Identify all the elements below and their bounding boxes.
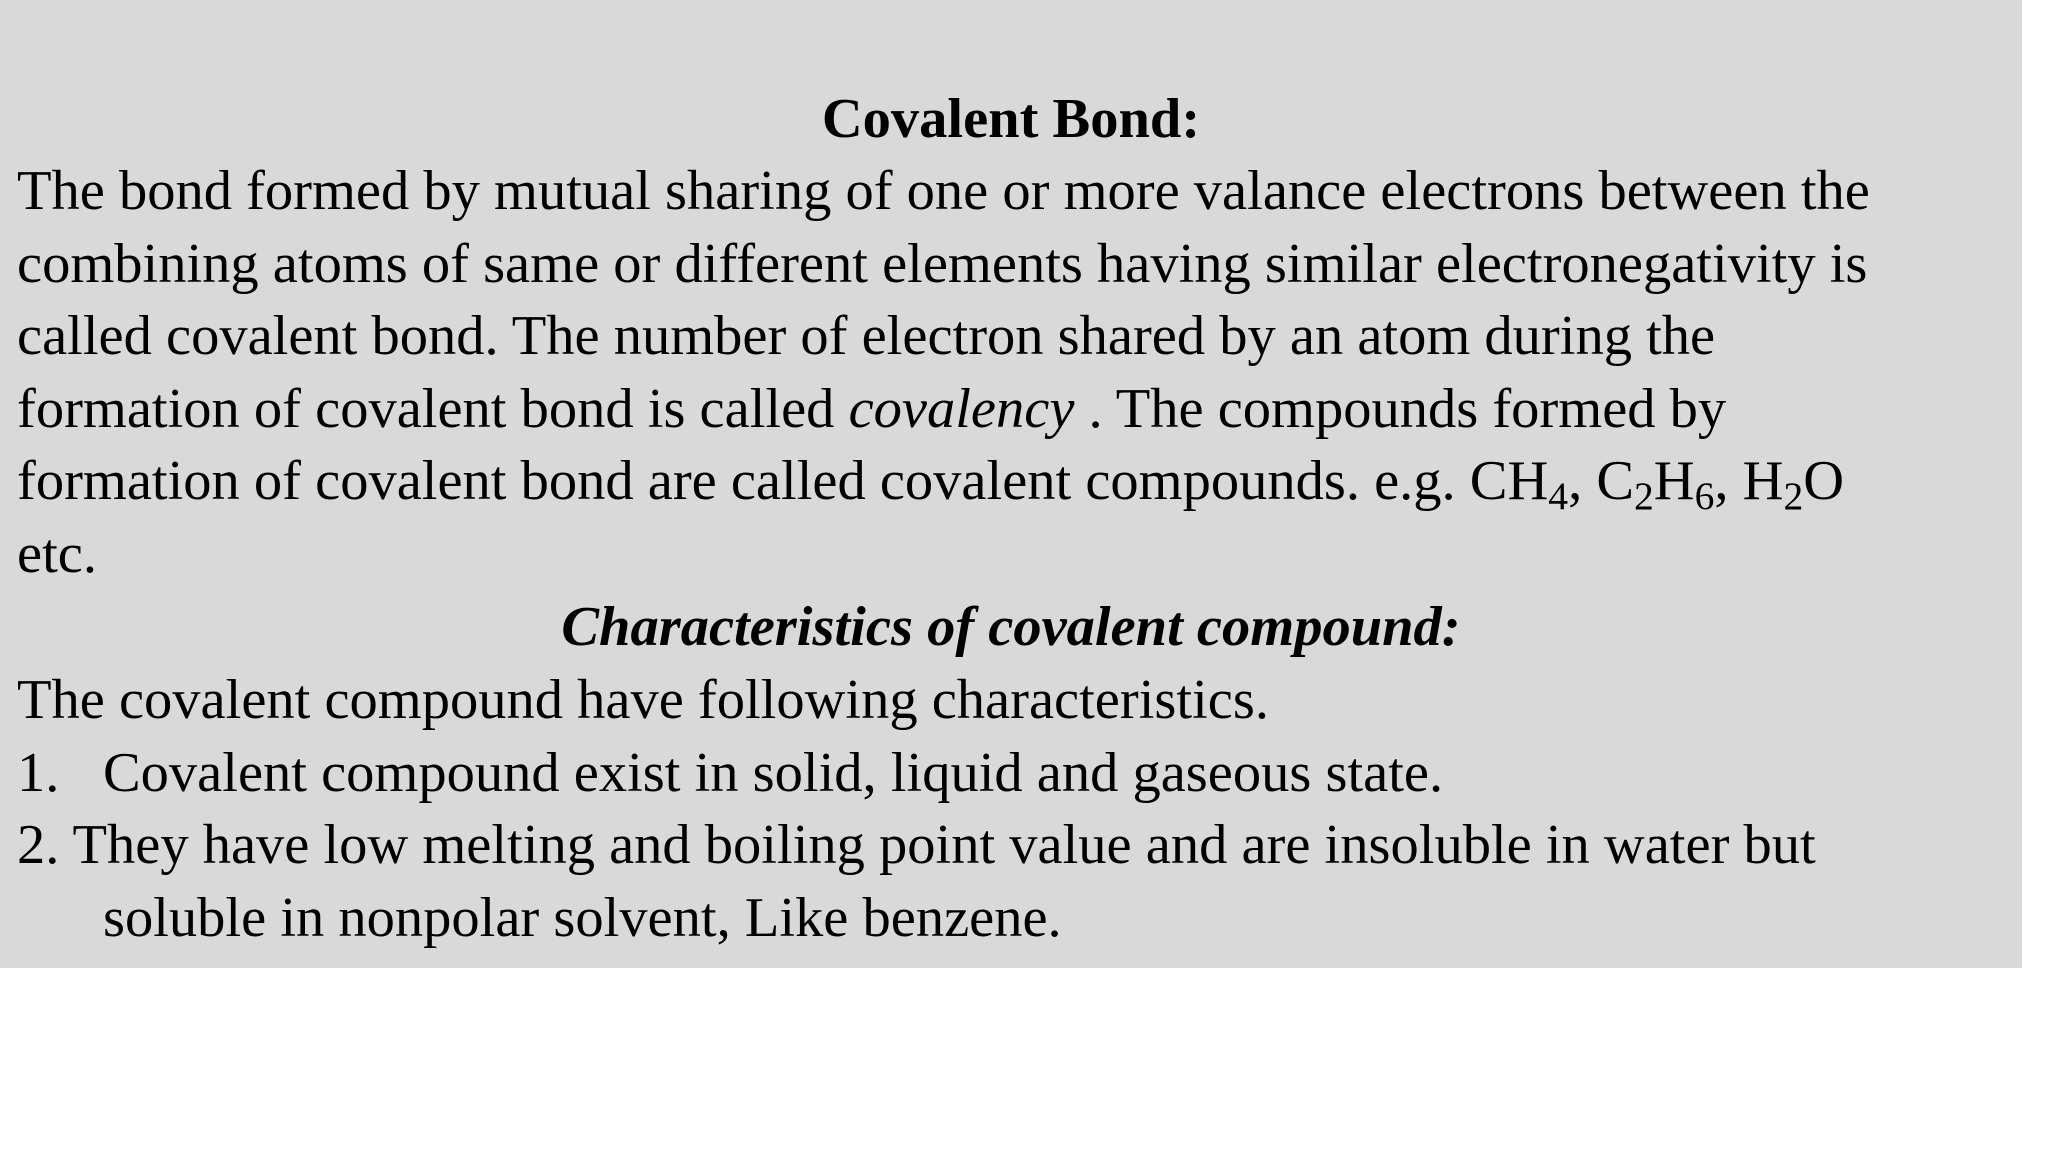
- list-item-text: They have low melting and boiling point value and are insoluble in water but: [59, 814, 1816, 876]
- definition-text: . The compounds formed by: [1074, 377, 1727, 440]
- definition-line: combining atoms of same or different elements having similar electronegativity is: [17, 232, 1868, 295]
- definition-line: The bond formed by mutual sharing of one or more valance electrons between the: [17, 160, 1870, 222]
- definition-line: called covalent bond. The number of electron shared by an atom during the: [17, 305, 1716, 367]
- list-item: [17, 809, 2017, 882]
- characteristics-list: [17, 664, 2017, 954]
- subscript: 4: [1548, 473, 1569, 518]
- list-item-continuation: soluble in nonpolar solvent, Like benzene.: [103, 886, 1062, 949]
- formula-text: , C: [1568, 450, 1635, 512]
- section-heading: Characteristics of covalent compound:: [561, 596, 1461, 658]
- list-item-number: 2.: [17, 814, 60, 876]
- formula-text: H: [1653, 450, 1695, 512]
- definition-text: formation of covalent bond is called: [17, 377, 849, 440]
- covalency-term: covalency: [848, 377, 1075, 440]
- formula-text: , H: [1714, 450, 1784, 512]
- definition-line: [17, 373, 2017, 446]
- definition-paragraph: [17, 155, 2017, 590]
- definition-text: formation of covalent bond are called covalent compounds. e.g. CH: [17, 450, 1549, 512]
- list-item-number: 1.: [17, 741, 60, 804]
- list-item-text: Covalent compound exist in solid, liquid and gaseous state.: [103, 741, 1444, 804]
- definition-line: etc.: [17, 522, 97, 585]
- subscript: 6: [1694, 473, 1715, 518]
- subscript: 2: [1634, 473, 1654, 518]
- formula-text: O: [1803, 450, 1845, 512]
- intro-line: The covalent compound have following characteristics.: [17, 669, 1269, 731]
- definition-line-examples: [17, 445, 2017, 518]
- subscript: 2: [1783, 473, 1804, 518]
- list-item: [17, 737, 2017, 810]
- page-title: Covalent Bond:: [821, 88, 1201, 150]
